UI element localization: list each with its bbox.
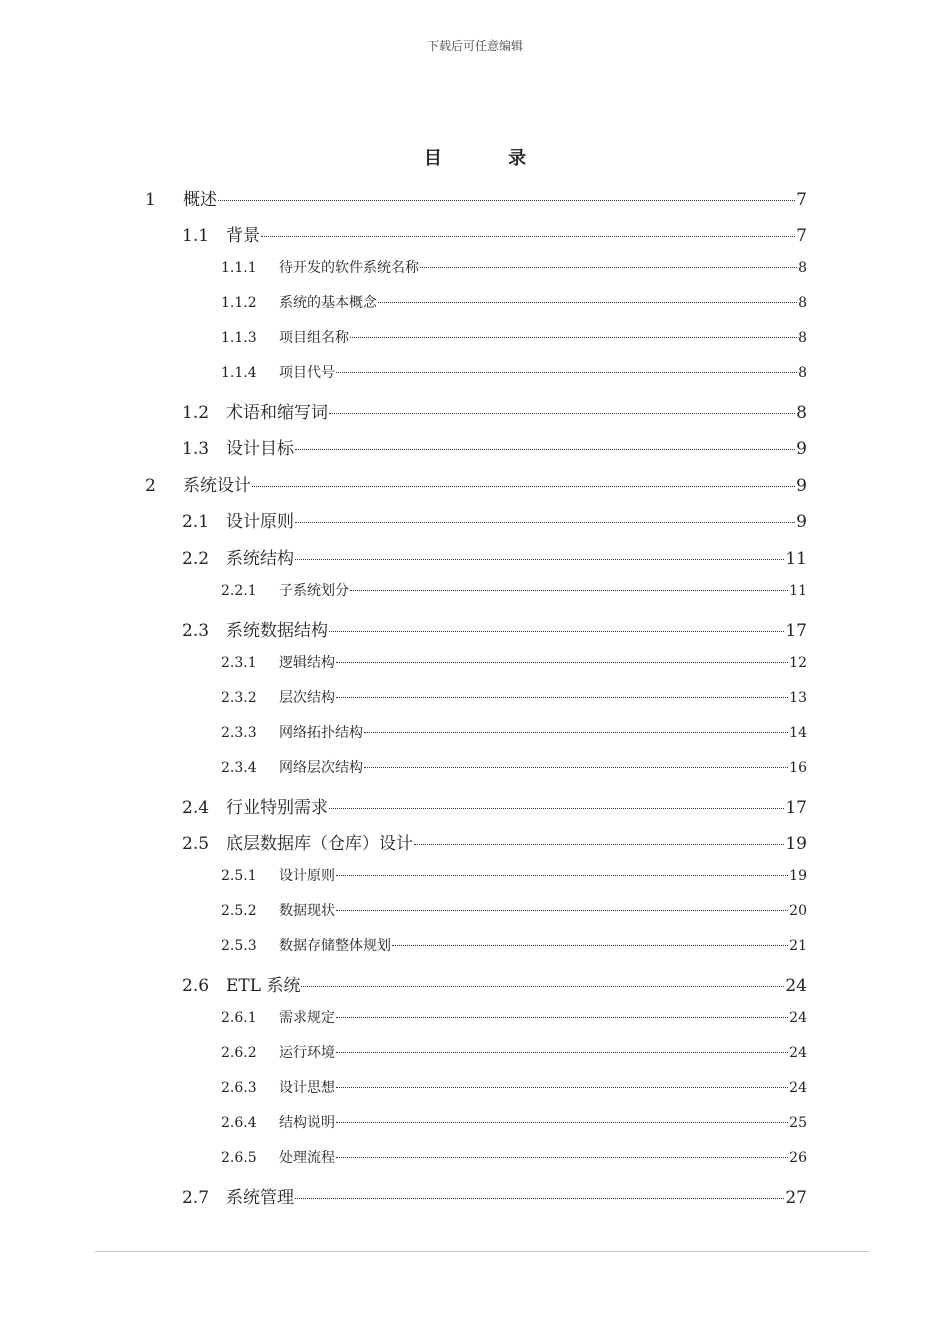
footer-divider xyxy=(95,1251,869,1252)
toc-entry-number: 1.1.4 xyxy=(221,365,257,381)
toc-entry-page-number: 16 xyxy=(789,760,807,776)
toc-entry-page-number: 13 xyxy=(789,690,807,706)
toc-dot-leader xyxy=(392,945,788,946)
toc-entry[interactable] xyxy=(221,687,807,707)
toc-entry-page-number: 8 xyxy=(798,330,807,346)
toc-dot-leader xyxy=(420,267,797,268)
toc-entry-label: 数据存储整体规划 xyxy=(279,938,391,954)
toc-entry-page-number: 9 xyxy=(796,476,807,496)
toc-entry-page-number: 19 xyxy=(789,868,807,884)
toc-entry[interactable] xyxy=(182,829,807,854)
toc-entry-number: 2.6.3 xyxy=(221,1080,257,1096)
toc-entry-label: 处理流程 xyxy=(279,1150,335,1166)
toc-entry[interactable] xyxy=(221,722,807,742)
toc-dot-leader xyxy=(295,522,795,523)
toc-entry-number: 2.2 xyxy=(182,549,210,569)
toc-entry-number: 2.3.3 xyxy=(221,725,257,741)
toc-entry-label: 概述 xyxy=(183,190,217,210)
toc-dot-leader xyxy=(329,631,784,632)
toc-entry-number: 2.7 xyxy=(182,1188,210,1208)
toc-entry-page-number: 12 xyxy=(789,655,807,671)
toc-entry-label: 底层数据库（仓库）设计 xyxy=(226,834,413,854)
toc-entry-number: 2.5 xyxy=(182,834,210,854)
toc-entry-page-number: 11 xyxy=(789,583,807,599)
toc-entry[interactable] xyxy=(182,507,807,532)
toc-dot-leader xyxy=(218,200,795,201)
toc-entry[interactable] xyxy=(221,257,807,277)
toc-entry-number: 1.3 xyxy=(182,439,210,459)
toc-entry-number: 2.6.1 xyxy=(221,1010,257,1026)
toc-entry-number: 2.5.2 xyxy=(221,903,257,919)
toc-entry-number: 2.2.1 xyxy=(221,583,257,599)
toc-entry-page-number: 20 xyxy=(789,903,807,919)
toc-entry-number: 2.3 xyxy=(182,621,210,641)
toc-entry-label: 层次结构 xyxy=(279,690,335,706)
toc-entry-number: 2.1 xyxy=(182,512,210,532)
toc-entry-number: 1.1 xyxy=(182,226,210,246)
toc-entry-number: 2.6.5 xyxy=(221,1150,257,1166)
toc-entry-label: 结构说明 xyxy=(279,1115,335,1131)
toc-entry-number: 2.3.2 xyxy=(221,690,257,706)
toc-entry-label: 设计原则 xyxy=(279,868,335,884)
toc-entry-number: 2.5.3 xyxy=(221,938,257,954)
toc-entry[interactable] xyxy=(221,1112,807,1132)
toc-entry[interactable] xyxy=(221,1042,807,1062)
toc-entry[interactable] xyxy=(182,793,807,818)
toc-entry-label: 项目组名称 xyxy=(279,330,349,346)
toc-entry-label: 设计原则 xyxy=(226,512,294,532)
toc-entry-page-number: 8 xyxy=(796,403,807,423)
toc-dot-leader xyxy=(329,808,784,809)
toc-entry-number: 1.1.2 xyxy=(221,295,257,311)
toc-entry-page-number: 9 xyxy=(796,439,807,459)
toc-dot-leader xyxy=(252,486,795,487)
toc-dot-leader xyxy=(261,236,795,237)
toc-dot-leader xyxy=(336,1017,788,1018)
toc-dot-leader xyxy=(336,697,788,698)
toc-dot-leader xyxy=(336,1157,788,1158)
toc-entry[interactable] xyxy=(221,362,807,382)
toc-dot-leader xyxy=(336,372,797,373)
toc-entry-label: 系统的基本概念 xyxy=(279,295,377,311)
toc-entry-page-number: 24 xyxy=(789,1045,807,1061)
toc-dot-leader xyxy=(329,413,795,414)
toc-dot-leader xyxy=(336,910,788,911)
toc-dot-leader xyxy=(336,1052,788,1053)
toc-dot-leader xyxy=(350,590,788,591)
toc-dot-leader xyxy=(295,449,795,450)
toc-entry[interactable] xyxy=(182,1183,807,1208)
toc-entry-label: 需求规定 xyxy=(279,1010,335,1026)
toc-entry[interactable] xyxy=(182,398,807,423)
toc-entry[interactable] xyxy=(221,865,807,885)
toc-dot-leader xyxy=(295,559,784,560)
toc-entry[interactable] xyxy=(182,434,807,459)
toc-dot-leader xyxy=(364,767,788,768)
toc-entry-label: 系统管理 xyxy=(226,1188,294,1208)
toc-entry-page-number: 24 xyxy=(785,976,807,996)
toc-entry[interactable] xyxy=(182,616,807,641)
toc-entry-label: 背景 xyxy=(226,226,260,246)
toc-dot-leader xyxy=(336,1122,788,1123)
toc-entry-label: ETL 系统 xyxy=(226,976,301,996)
toc-entry-page-number: 17 xyxy=(785,621,807,641)
toc-entry-page-number: 19 xyxy=(785,834,807,854)
toc-entry[interactable] xyxy=(182,971,807,996)
toc-entry-label: 子系统划分 xyxy=(279,583,349,599)
toc-dot-leader xyxy=(378,302,797,303)
toc-entry-page-number: 27 xyxy=(785,1188,807,1208)
toc-entry[interactable] xyxy=(221,757,807,777)
toc-entry[interactable] xyxy=(221,652,807,672)
toc-entry[interactable] xyxy=(221,580,807,600)
toc-dot-leader xyxy=(295,1198,784,1199)
toc-entry-page-number: 8 xyxy=(798,295,807,311)
toc-entry-page-number: 11 xyxy=(785,549,807,569)
toc-entry-label: 系统设计 xyxy=(183,476,251,496)
toc-entry-page-number: 24 xyxy=(789,1010,807,1026)
toc-entry-number: 1 xyxy=(145,190,156,210)
toc-dot-leader xyxy=(336,662,788,663)
toc-entry-label: 设计思想 xyxy=(279,1080,335,1096)
toc-entry-number: 2.5.1 xyxy=(221,868,257,884)
toc-entry-label: 逻辑结构 xyxy=(279,655,335,671)
toc-entry[interactable] xyxy=(145,471,807,496)
toc-entry-page-number: 7 xyxy=(796,190,807,210)
toc-entry-label: 运行环境 xyxy=(279,1045,335,1061)
toc-dot-leader xyxy=(414,844,784,845)
toc-dot-leader xyxy=(301,986,784,987)
toc-entry[interactable] xyxy=(182,544,807,569)
toc-entry-number: 2.4 xyxy=(182,798,210,818)
toc-entry-label: 项目代号 xyxy=(279,365,335,381)
toc-entry-number: 2.6 xyxy=(182,976,210,996)
toc-entry-page-number: 8 xyxy=(798,365,807,381)
toc-entry-label: 系统结构 xyxy=(226,549,294,569)
toc-title: 目 录 xyxy=(423,148,557,169)
toc-entry-number: 1.1.1 xyxy=(221,260,257,276)
toc-entry-page-number: 14 xyxy=(789,725,807,741)
toc-entry-label: 数据现状 xyxy=(279,903,335,919)
toc-entry-page-number: 9 xyxy=(796,512,807,532)
toc-entry-page-number: 8 xyxy=(798,260,807,276)
toc-entry-number: 2 xyxy=(145,476,156,496)
toc-entry[interactable] xyxy=(221,292,807,312)
toc-entry[interactable] xyxy=(221,1077,807,1097)
toc-entry-page-number: 21 xyxy=(789,938,807,954)
toc-entry-page-number: 7 xyxy=(796,226,807,246)
toc-entry-label: 设计目标 xyxy=(226,439,294,459)
toc-dot-leader xyxy=(364,732,788,733)
toc-entry[interactable] xyxy=(221,900,807,920)
toc-entry-label: 待开发的软件系统名称 xyxy=(279,260,419,276)
toc-entry-number: 2.3.4 xyxy=(221,760,257,776)
toc-entry-page-number: 17 xyxy=(785,798,807,818)
toc-entry[interactable] xyxy=(221,327,807,347)
toc-entry-page-number: 26 xyxy=(789,1150,807,1166)
toc-entry-number: 1.2 xyxy=(182,403,210,423)
toc-entry[interactable] xyxy=(221,1007,807,1027)
toc-entry[interactable] xyxy=(221,1147,807,1167)
toc-entry-number: 2.6.2 xyxy=(221,1045,257,1061)
toc-entry-page-number: 24 xyxy=(789,1080,807,1096)
toc-entry[interactable] xyxy=(145,185,807,210)
toc-entry-number: 2.3.1 xyxy=(221,655,257,671)
toc-entry-label: 网络拓扑结构 xyxy=(279,725,363,741)
toc-entry-number: 1.1.3 xyxy=(221,330,257,346)
toc-entry-label: 系统数据结构 xyxy=(226,621,328,641)
toc-entry[interactable] xyxy=(221,935,807,955)
page-header: 下载后可任意编辑 xyxy=(426,39,523,53)
toc-dot-leader xyxy=(350,337,797,338)
toc-entry-label: 术语和缩写词 xyxy=(226,403,328,423)
toc-entry-label: 网络层次结构 xyxy=(279,760,363,776)
toc-entry-label: 行业特别需求 xyxy=(226,798,328,818)
toc-entry-number: 2.6.4 xyxy=(221,1115,257,1131)
toc-entry-page-number: 25 xyxy=(789,1115,807,1131)
toc-entry[interactable] xyxy=(182,221,807,246)
toc-dot-leader xyxy=(336,875,788,876)
toc-dot-leader xyxy=(336,1087,788,1088)
